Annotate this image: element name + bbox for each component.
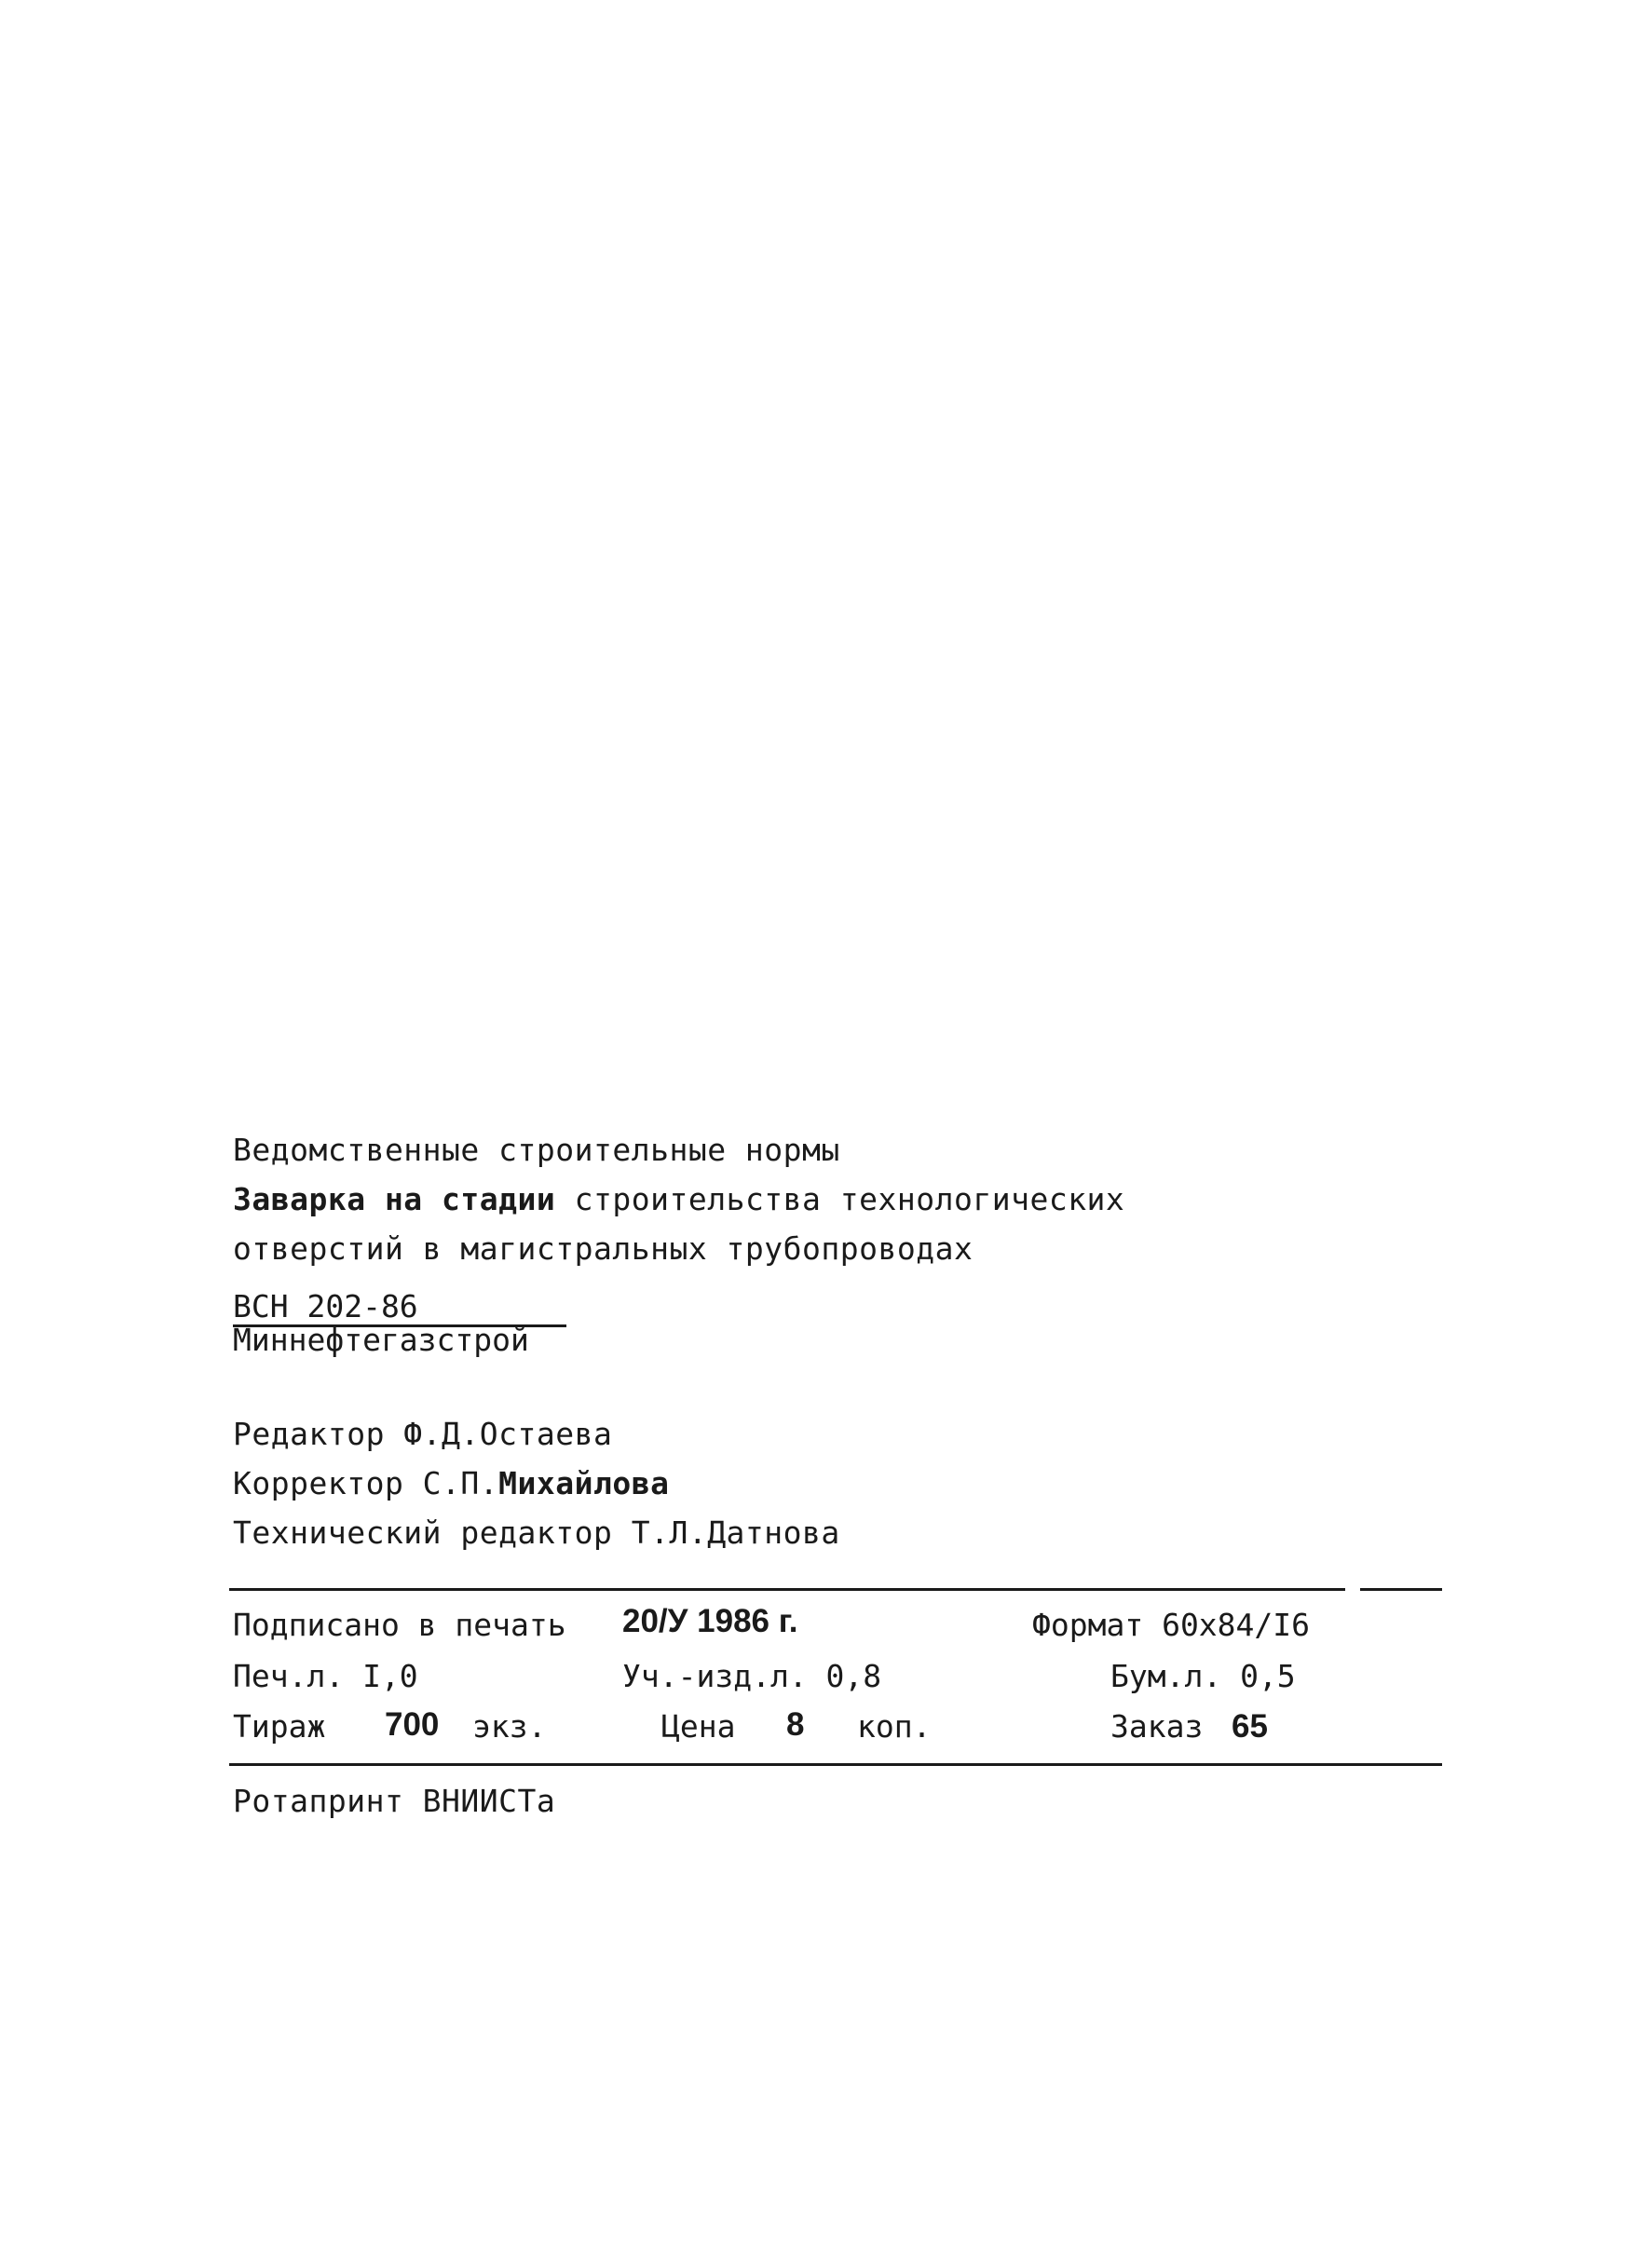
document-code: ВСН 202-86: [233, 1288, 418, 1324]
price-value: 8: [786, 1706, 805, 1743]
series-text: Ведомственные строительные нормы: [233, 1132, 840, 1168]
title-bold-text: Заварка на стадии: [233, 1181, 556, 1217]
run-label: Тираж: [233, 1708, 326, 1745]
imprint-row-2: [233, 1658, 1444, 1699]
imprint-row-3: [233, 1708, 1444, 1749]
price-label: Цена: [661, 1708, 736, 1745]
corrector-name: Михайлова: [498, 1465, 670, 1501]
top-rule-main: [229, 1588, 1345, 1591]
format-text: Формат 60х84/I6: [1032, 1607, 1311, 1643]
publ-sheets: Уч.-изд.л. 0,8: [622, 1658, 882, 1694]
printer-line: [233, 1783, 555, 1820]
title-line-1: [233, 1181, 1124, 1218]
printer-text: Ротапринт ВНИИСТа: [233, 1783, 556, 1819]
imprint-row-1: [233, 1603, 1444, 1648]
title-rest-text: строительства технологических: [555, 1181, 1125, 1217]
order-label: Заказ: [1110, 1708, 1204, 1745]
code-block: [233, 1290, 529, 1357]
corrector-line: [233, 1465, 669, 1502]
title-line-2: [233, 1230, 973, 1268]
tech-editor-line: [233, 1514, 840, 1552]
issuer-name: Миннефтегазстрой: [233, 1322, 529, 1358]
editor-line: [233, 1416, 612, 1453]
bottom-rule: [229, 1763, 1442, 1766]
code-underline: [233, 1324, 566, 1327]
title-line-2-text: отверстий в магистральных трубопроводах: [233, 1230, 974, 1267]
editor-text: Редактор Ф.Д.Остаева: [233, 1416, 613, 1452]
signed-date: 20/У 1986 г.: [622, 1603, 798, 1639]
signed-label: Подписано в печать: [233, 1607, 566, 1643]
run-unit: экз.: [472, 1708, 547, 1745]
paper-sheets: Бум.л. 0,5: [1110, 1658, 1296, 1694]
tech-editor-text: Технический редактор Т.Л.Датнова: [233, 1514, 840, 1551]
series-line: [233, 1132, 840, 1169]
price-unit: коп.: [857, 1708, 932, 1745]
run-value: 700: [385, 1706, 440, 1743]
top-rule-tail: [1360, 1588, 1442, 1591]
corrector-label: Корректор С.П.: [233, 1465, 499, 1501]
print-sheets: Печ.л. I,0: [233, 1658, 418, 1694]
order-value: 65: [1232, 1708, 1268, 1745]
